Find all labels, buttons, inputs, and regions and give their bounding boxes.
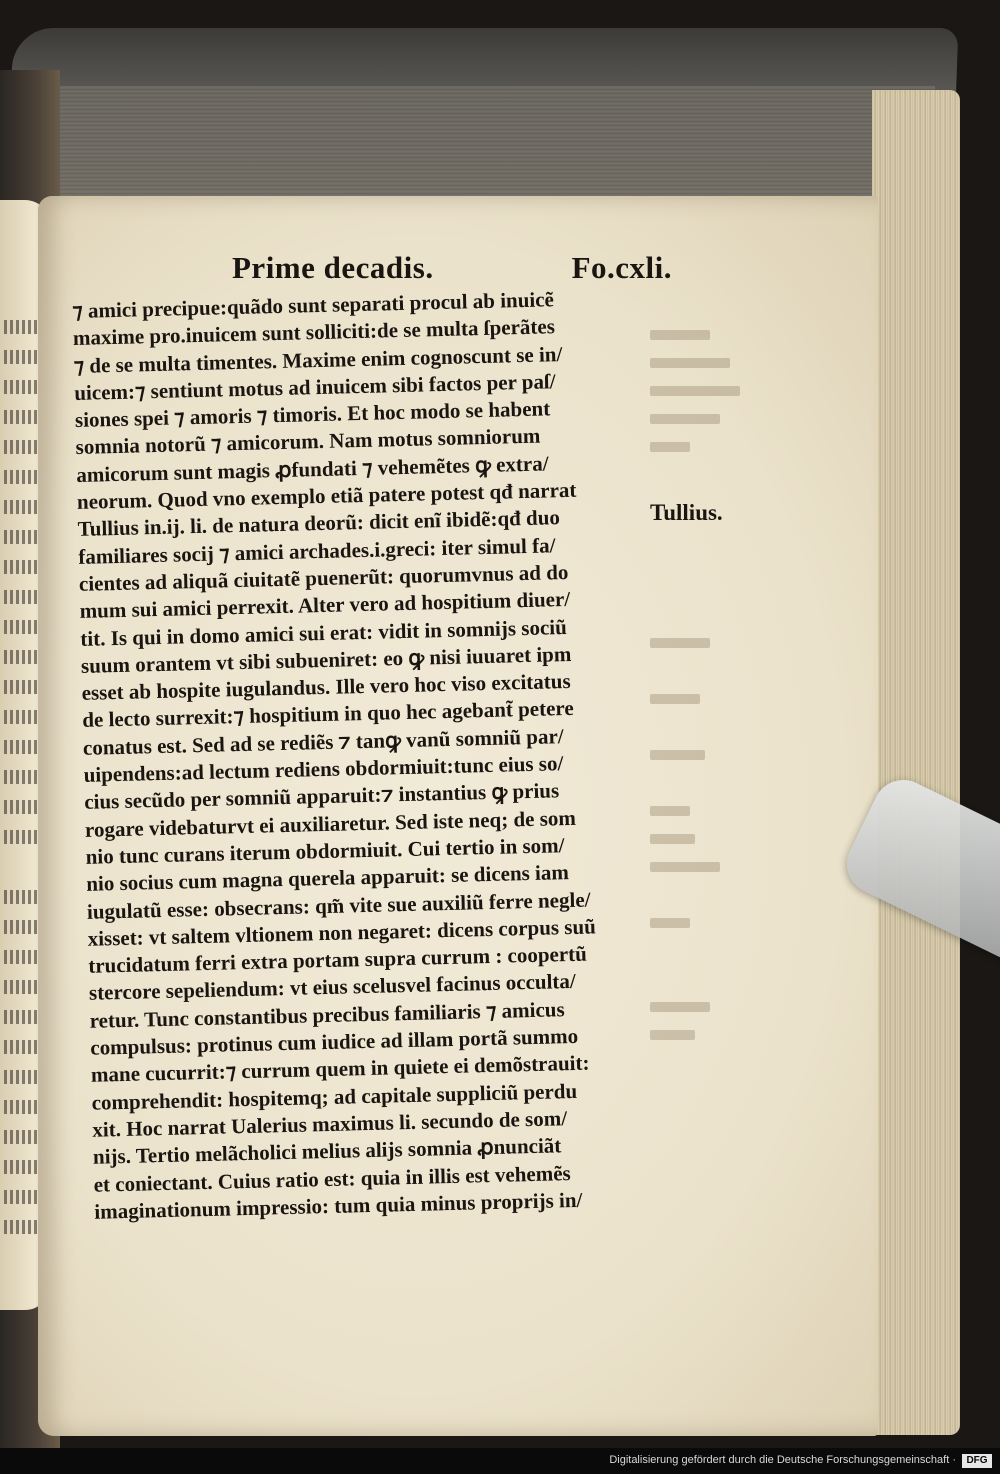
text-line: nio tunc curans iterum obdormiuit. Cui tertio in som/ bbox=[85, 833, 565, 869]
running-title: Prime decadis. bbox=[232, 250, 434, 285]
text-line: uipendens:ad lectum rediens obdormiuit:tunc eius so/ bbox=[83, 751, 564, 787]
text-line: retur. Tunc constantibus precibus familiaris ⁊ amicus bbox=[89, 996, 565, 1033]
text-line: stercore sepeliendum: vt eius scelusvel facinus occulta/ bbox=[88, 969, 576, 1006]
text-line: mane cucurrit:⁊ currum quem in quiete ei demõstrauit: bbox=[90, 1050, 590, 1088]
text-line: amicorum sunt magis ꝓfundati ⁊ vehemẽtes ꝙ extra/ bbox=[76, 451, 549, 487]
text-line: ⁊ de se multa timentes. Maxime enim cognoscunt se in/ bbox=[73, 341, 563, 378]
text-line: cientes ad aliquã ciuitatẽ puenerũt: quorumvnus ad do bbox=[78, 559, 569, 596]
text-line: de lecto surrexit:⁊ hospitium in quo hec agebant̃ petere bbox=[82, 696, 574, 733]
page-stack-top bbox=[30, 86, 935, 206]
text-line: uicem:⁊ sentiunt motus ad inuicem sibi factos per paſ/ bbox=[74, 369, 556, 405]
text-line: maxime pro.inuicem sunt solliciti:de se multa ſperãtes bbox=[72, 314, 556, 351]
text-line: siones spei ⁊ amoris ⁊ timoris. Et hoc modo se habent bbox=[74, 396, 551, 433]
text-line: suum orantem vt sibi subueniret: eo ꝙ nisi iuuaret ipm bbox=[80, 641, 572, 678]
text-line: trucidatum ferri extra portam supra currum : coopertũ bbox=[88, 941, 588, 978]
text-line: familiares socij ⁊ amici archades.i.greci: iter simul fa/ bbox=[78, 532, 556, 569]
text-line: mum sui amici perrexit. Alter vero ad hospitium diuer/ bbox=[79, 587, 571, 624]
text-line: et coniectant. Cuius ratio est: quia in illis est vehemẽs bbox=[93, 1160, 571, 1197]
folio-number: Fo.cxli. bbox=[571, 250, 672, 285]
text-line: nio socius cum magna querela apparuit: se dicens iam bbox=[86, 860, 570, 897]
text-line: somnia notorũ ⁊ amicorum. Nam motus somniorum bbox=[75, 424, 541, 460]
text-line: xit. Hoc narrat Ualerius maximus li. secundo de som/ bbox=[92, 1106, 568, 1142]
text-line: Tullius in.ij. li. de natura deorũ: dicit enĩ ibidẽ:qđ duo bbox=[77, 505, 561, 542]
text-line: nijs. Tertio melãcholici melius alijs somnia ꝓnunciãt bbox=[92, 1133, 562, 1169]
text-line: iugulatũ esse: obsecrans: qm̃ vite sue auxiliũ ferre negle/ bbox=[86, 887, 591, 924]
show-through-text bbox=[650, 330, 760, 1130]
dfg-logo: DFG bbox=[962, 1454, 992, 1468]
funding-credit: Digitalisierung gefördert durch die Deutsche Forschungsgemeinschaft · bbox=[609, 1454, 956, 1466]
text-line: ⁊ amici precipue:quãdo sunt separati procul ab inuicẽ bbox=[72, 287, 555, 323]
text-line: neorum. Quod vno exemplo etiã patere potest qđ narrat bbox=[76, 477, 577, 515]
footer-bar bbox=[0, 1448, 1000, 1474]
text-line: tit. Is qui in domo amici sui erat: vidit in somnijs sociũ bbox=[80, 614, 568, 651]
fore-edge bbox=[872, 90, 960, 1435]
text-line: rogare videbaturvt ei auxiliaretur. Sed iste neq; de som bbox=[84, 805, 577, 842]
text-line: xisset: vt saltem vltionem non negaret: dicens corpus suũ bbox=[87, 914, 597, 951]
marginal-note: Tullius. bbox=[650, 500, 723, 525]
text-line: esset ab hospite iugulandus. Ille vero hoc viso excitatus bbox=[81, 669, 571, 706]
text-line: imaginationum impressio: tum quia minus proprijs in/ bbox=[94, 1187, 583, 1224]
text-line: conatus est. Sed ad se rediẽs ⁊ tanꝙ vanũ somniũ par/ bbox=[82, 723, 564, 760]
text-line: compulsus: protinus cum iudice ad illam portã summo bbox=[90, 1023, 579, 1060]
text-line: comprehendit: hospitemq; ad capitale suppliciũ perdu bbox=[91, 1078, 578, 1115]
main-text-block bbox=[72, 284, 667, 1226]
text-line: cius secũdo per somniũ apparuit:⁊ instantius ꝙ prius bbox=[84, 778, 560, 815]
